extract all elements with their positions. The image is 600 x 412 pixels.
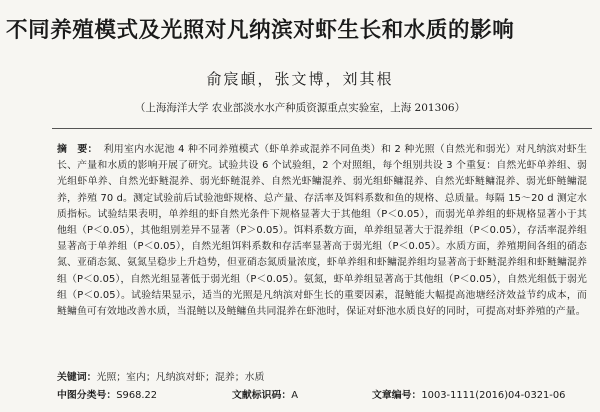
divider-top xyxy=(52,128,592,129)
abstract-text: 利用室内水泥池 4 种不同养殖模式（虾单养或混养不同鱼类）和 2 种光照（自然光和弱光）对凡纳滨对虾生长、产量和水质的影响开展了研究。试验共设 6 个试验组，2 个对照组，每个组别共设 3 个重复：自然光虾单养组、弱光组虾单养、自然光虾鲢混养、弱光虾鲢混养、自然光虾鳙混养、弱光组虾鳙混养、自然光虾鲢鳙混养、弱光虾鲢鳙混养，养殖 70 d。测定试验前后试验池虾规格、总产量、存活率及饵料系数和鱼的规格、总质量。每隔 15～20 d 测定水质指标。试验结果表明，单养组的虾自然光条件下规格显著大于其他组（P＜0.05），而弱光单养组的虾规格显著小于其他组（P＜0.05），其他组别差异不显著（P＞0.05）。饵料系数方面，单养组显著大于混养组（P＜0.05），存活率混养组显著高于单养组（P＜0.05），自然光组饵料系数和存活率显著高于弱光组（P＜0.05）。水质方面，养殖期间各组的硝态氮、亚硝态氮、氨氮呈稳步上升趋势，但亚硝态氮质量浓度，虾单养组和虾鳙混养组均显著高于虾鲢混养组和虾鲢鳙混养组（P＜0.05），自然光组显著低于弱光组（P＜0.05）。氨氮，虾单养组显著高于其他组（P＜0.05），自然光组低于弱光组（P＜0.05）。试验结果显示，适当的光照是凡纳滨对虾生长的重要因素，混鲢能大幅提高池塘经济效益节约成本，而鲢鳙鱼可有效地改善水质，当混鲢以及鲢鳙鱼共同混养在虾池时，保证对虾池水质良好的同时，可提高对虾养殖的产量。 xyxy=(57,144,588,318)
paper-title: 不同养殖模式及光照对凡纳滨对虾生长和水质的影响 xyxy=(6,18,515,43)
author-list: 俞宸頔，张文博，刘其根 xyxy=(206,70,394,88)
keywords-label: 关键词： xyxy=(57,372,97,383)
doc-code-label: 文献标识码： xyxy=(232,390,292,401)
abstract-block xyxy=(57,142,587,320)
article-number-value: 1003-1111(2016)04-0321-06 xyxy=(421,390,566,401)
keywords-text: 光照；室内；凡纳滨对虾；混养；水质 xyxy=(96,372,265,383)
article-number-label: 文章编号： xyxy=(372,390,422,401)
doc-code-value: A xyxy=(291,390,299,401)
clc-label: 中图分类号： xyxy=(57,390,117,401)
clc-value: S968.22 xyxy=(116,390,158,401)
abstract-label: 摘 要： xyxy=(57,144,98,155)
affiliation: （上海海洋大学 农业部淡水水产种质资源重点实验室，上海 201306） xyxy=(134,102,466,114)
keywords-block xyxy=(57,371,587,385)
